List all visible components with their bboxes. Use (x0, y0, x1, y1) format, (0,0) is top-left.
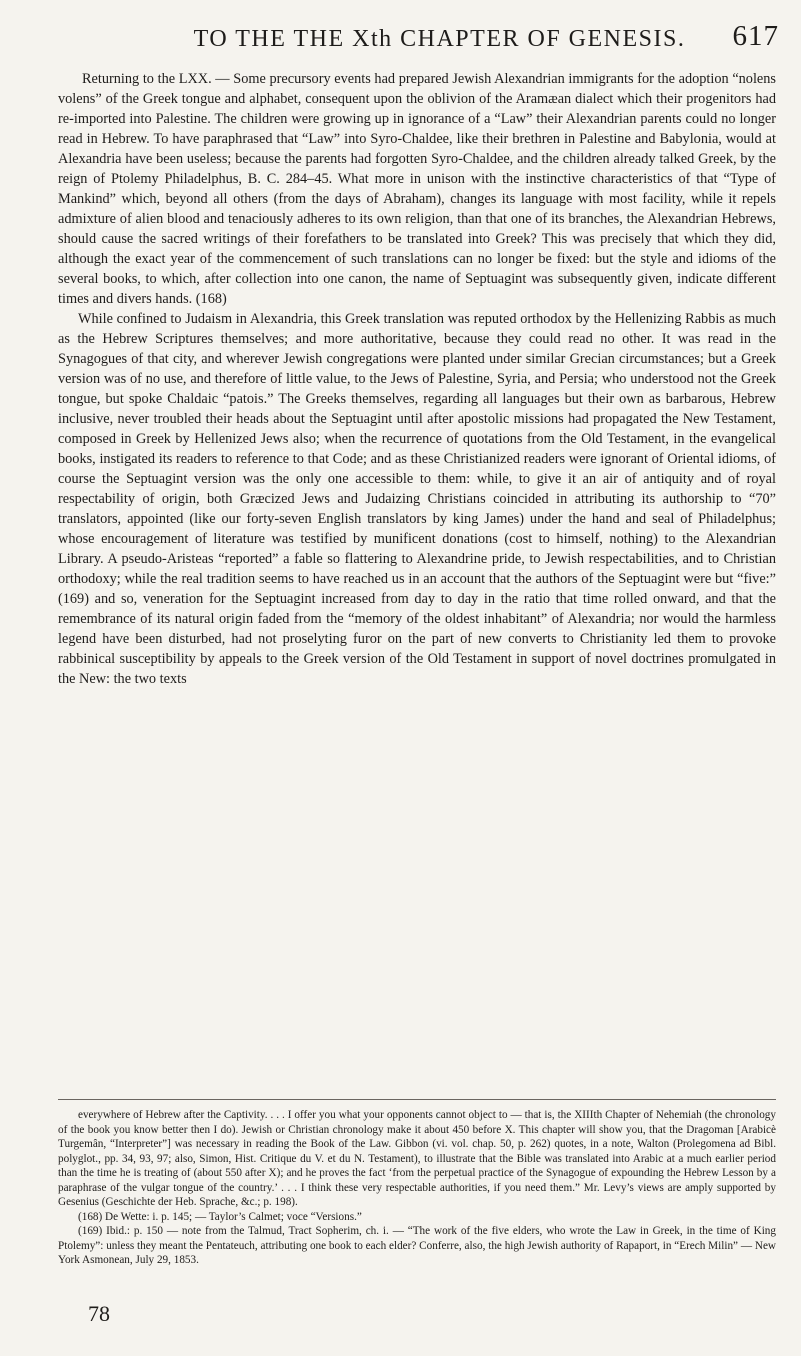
footnotes (58, 1108, 776, 1268)
footnote: (169) Ibid.: p. 150 — note from the Talmud, Tract Sopherim, ch. i. — “The work of the five elders, who wrote the Law in Greek, in the time of King Ptolemy”: unless they meant the Pentateuch, attributing one book to each elder? Conferre, also, the high Jewish authority of Rapaport, in “Erech Milin” — New York Asmonean, July 29, 1853. (58, 1225, 776, 1266)
footnote: (168) De Wette: i. p. 145; — Taylor’s Calmet; voce “Versions.” (78, 1210, 362, 1223)
signature-mark: 78 (88, 1301, 110, 1326)
page-number: 617 (732, 20, 779, 52)
main-text (58, 69, 776, 689)
paragraph: Returning to the LXX. — Some precursory events had prepared Jewish Alexandrian immigrants for the adoption “nolens volens” of the Greek tongue and alphabet, consequent upon the oblivion of the Aramæan dialect which their progenitors had re-imported into Palestine. The children were growing up in ignorance of a “Law” their Alexandrian parents could no longer read in Hebrew. To have paraphrased that “Law” into Syro-Chaldee, like their brethren in Palestine and Babylonia, would at Alexandria have been useless; because the parents had forgotten Syro-Chaldee, and the children already talked Greek, by the reign of Ptolemy Philadelphus, B. C. 284–45. What more in unison with the instinctive characteristics of that “Type of Mankind” which, beyond all others (from the days of Abraham), changes its language with most facility, while it repels admixture of alien blood and tenaciously adheres to its own religion, than that one of its branches, the Alexandrian Hebrews, should cause the sacred writings of their forefathers to be translated into Greek? This was precisely that which they did, although the exact year of the commencement of such translations can no longer be fixed: but the style and idioms of the several books, to which, after collection into one canon, the name of Septuagint was subsequently given, indicate different times and divers hands. (168) (58, 71, 776, 307)
paragraph: While confined to Judaism in Alexandria, this Greek translation was reputed orthodox by the Hellenizing Rabbis as much as the Hebrew Scriptures themselves; and more authoritative, because they could read no other. It was read in the Synagogues of that city, and wherever Jewish congregations were planted under similar Grecian circumstances; but a Greek version was of no use, and therefore of little value, to the Jews of Palestine, Syria, and Persia; who understood not the Greek tongue, but spoke Chaldaic “patois.” The Greeks themselves, regarding all languages but their own as barbarous, Hebrew inclusive, never troubled their heads about the Septuagint until after apostolic missions had propagated the New Testament, composed in Greek by Hellenized Jews also; when the recurrence of quotations from the Old Testament, in the evangelical books, instigated its readers to reference to that Code; and as these Christianized readers were ignorant of Oriental idioms, of course the Septuagint version was the only one accessible to them: while, to give it an air of antiquity and of royal respectability of origin, both Græcized Jews and Judaizing Christians coincided in attributing its authorship to “70” translators, appointed (like our forty-seven English translators by king James) under the hand and seal of Philadelphus; whose encouragement of literature was testified by munificent donations (cost to himself, nothing) to the Alexandrian Library. A pseudo-Aristeas “reported” a fable so flattering to Alexandrine pride, to Jewish respectabilities, and to Christian orthodoxy; while the real tradition seems to have reached us in an account that the authors of the Septuagint were but “five:” (169) and so, veneration for the Septuagint increased from day to day in the ratio that time rolled onward, and that the remembrance of its natural origin faded from the “memory of the oldest inhabitant” of Alexandria; nor would the harmless legend have been disturbed, had not proselyting furor on the part of new converts to Christianity led them to provoke rabbinical susceptibility by appeals to the Greek version of the Old Testament in support of novel doctrines promulgated in the New: the two texts (58, 311, 776, 687)
running-header (100, 18, 779, 58)
footnote-divider (58, 1099, 776, 1100)
footnote: everywhere of Hebrew after the Captivity. . . . I offer you what your opponents cannot object to — that is, the XIIIth Chapter of Nehemiah (the chronology of the book you know better then I do). Jewish or Christian chronology make it about 450 before X. This chapter will show you, that the Dragoman [Arabicè Turgemân, “Interpreter”] was necessary in reading the Book of the Law. Gibbon (vi. vol. chap. 50, p. 262) quotes, in a note, Walton (Prolegomena ad Bibl. polyglot., pp. 34, 93, 97; also, Simon, Hist. Critique du V. et du N. Testament), to illustrate that the Bible was translated into Arabic at a much earlier period than the time he is treating of (about 550 after X); and he proves the fact ‘from the perpetual practice of the Synagogue of expounding the Hebrew Lesson by a paraphrase of the vulgar tongue of the country.’ . . . I think these very respectable authorities, if you need them.” Mr. Levy’s views are amply supported by Gesenius (Geschichte der Heb. Sprache, &c.; p. 198). (58, 1109, 776, 1208)
running-title: TO THE THE Xth CHAPTER OF GENESIS. (193, 26, 686, 52)
